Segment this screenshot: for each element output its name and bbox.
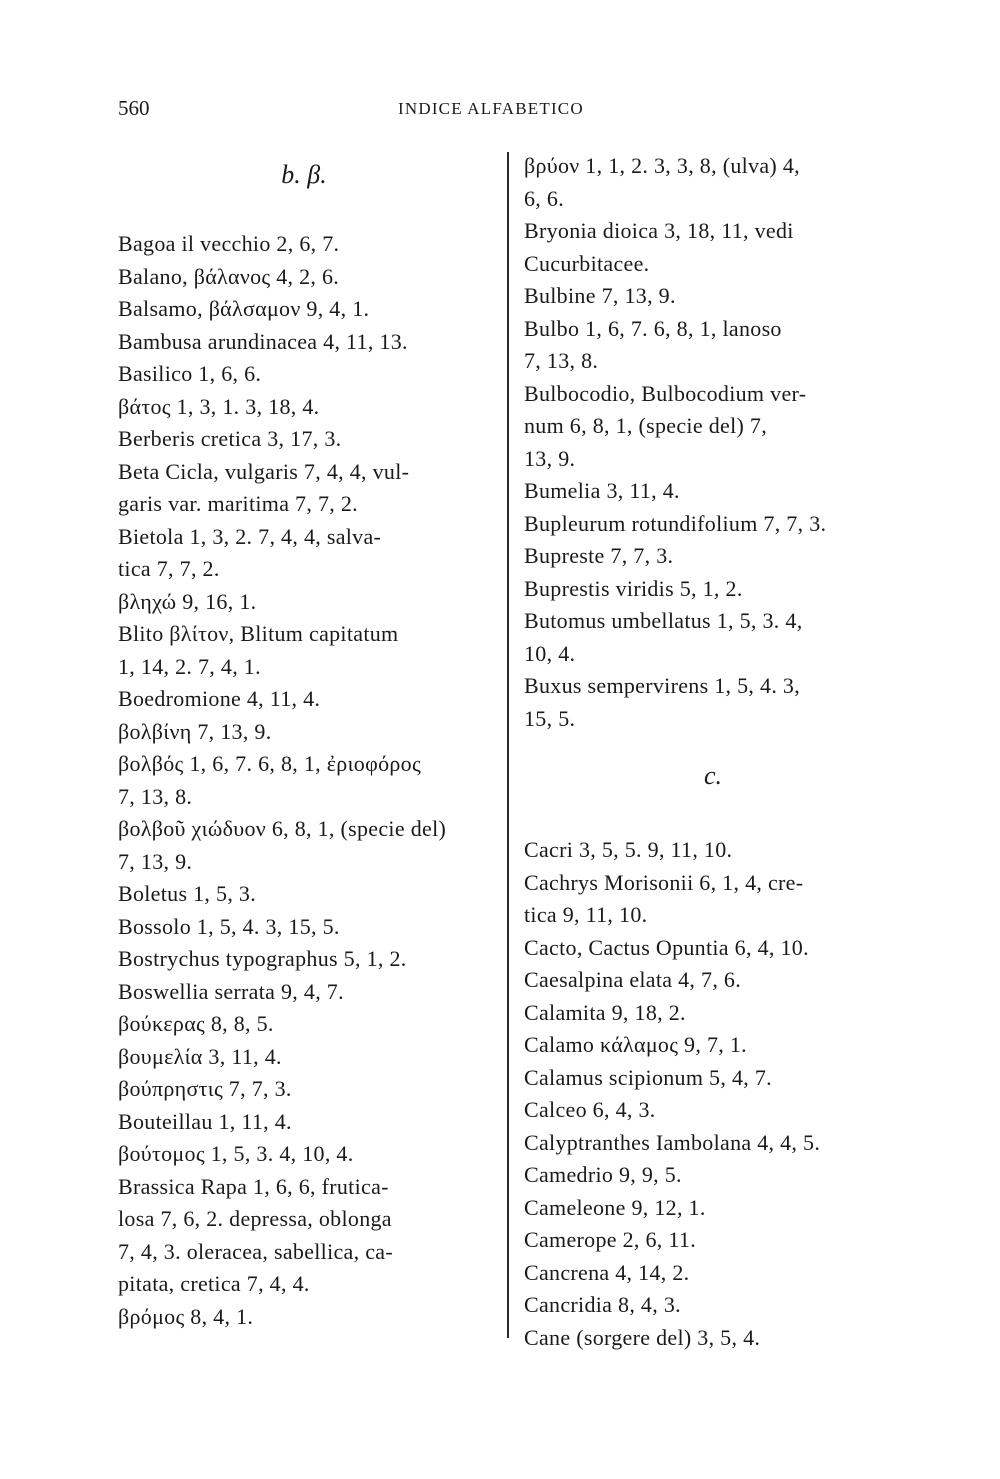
right-column — [524, 150, 902, 1354]
index-entry: Bryonia dioica 3, 18, 11, vedi — [524, 218, 794, 243]
index-entry: 7, 4, 3. oleracea, sabellica, ca- — [118, 1238, 393, 1264]
index-entry: Bupreste 7, 7, 3. — [524, 543, 674, 568]
index-entry: Bupleurum rotundifolium 7, 7, 3. — [524, 510, 827, 536]
index-entry: Calceo 6, 4, 3. — [524, 1097, 656, 1122]
page-header — [118, 96, 900, 126]
index-entry: garis var. maritima 7, 7, 2. — [118, 491, 358, 516]
index-entry: Bulbo 1, 6, 7. 6, 8, 1, lanoso — [524, 315, 782, 341]
index-entry: Cane (sorgere del) 3, 5, 4. — [524, 1324, 761, 1350]
index-entry: βληχώ 9, 16, 1. — [118, 588, 257, 614]
index-entry: 10, 4. — [524, 640, 576, 666]
index-entry: βρύον 1, 1, 2. 3, 3, 8, (ulva) 4, — [524, 153, 800, 178]
index-entry: Calamita 9, 18, 2. — [524, 999, 686, 1025]
index-entry: βούπρηστις 7, 7, 3. — [118, 1076, 292, 1101]
section-heading-c: c. — [703, 761, 723, 790]
index-entry: βολβίνη 7, 13, 9. — [118, 718, 272, 744]
index-entry: Bossolo 1, 5, 4. 3, 15, 5. — [118, 913, 340, 939]
index-entry: Boswellia serrata 9, 4, 7. — [118, 978, 344, 1004]
index-entry: Calyptranthes Iambolana 4, 4, 5. — [524, 1129, 821, 1155]
index-entry: Boedromione 4, 11, 4. — [118, 686, 321, 711]
index-entry: βούκερας 8, 8, 5. — [118, 1011, 274, 1036]
index-entry: Cachrys Morisonii 6, 1, 4, cre- — [524, 869, 804, 895]
index-entry: βάτος 1, 3, 1. 3, 18, 4. — [118, 393, 320, 419]
section-heading-b: b. β. — [281, 160, 327, 189]
index-entry: Cucurbitacee. — [524, 250, 650, 276]
index-entry: Calamo κάλαμος 9, 7, 1. — [524, 1032, 747, 1057]
index-entry: Berberis cretica 3, 17, 3. — [118, 426, 342, 451]
index-entry: 13, 9. — [524, 445, 576, 471]
index-entry: Brassica Rapa 1, 6, 6, frutica- — [118, 1173, 389, 1199]
index-entry: Balano, βάλανος 4, 2, 6. — [118, 263, 340, 289]
index-entry: 7, 13, 9. — [118, 848, 193, 874]
index-entry: βρόμος 8, 4, 1. — [118, 1303, 254, 1329]
index-entry: 15, 5. — [524, 705, 576, 731]
index-entry: 7, 13, 8. — [524, 348, 599, 373]
index-entry: Buprestis viridis 5, 1, 2. — [524, 575, 743, 601]
index-entry: Blito βλίτον, Blitum capitatum — [118, 621, 399, 646]
index-entry: Cameleone 9, 12, 1. — [524, 1194, 706, 1220]
index-entry: Cancridia 8, 4, 3. — [524, 1292, 681, 1317]
index-entry: Camerope 2, 6, 11. — [524, 1227, 696, 1252]
index-entry: Bietola 1, 3, 2. 7, 4, 4, salva- — [118, 523, 382, 549]
index-entry: Bulbocodio, Bulbocodium ver- — [524, 380, 807, 406]
index-entry: βούτομος 1, 5, 3. 4, 10, 4. — [118, 1141, 354, 1166]
index-entry: Buxus sempervirens 1, 5, 4. 3, — [524, 673, 801, 698]
index-list-left — [118, 228, 490, 1333]
column-divider — [507, 152, 509, 1338]
left-column — [118, 150, 490, 1333]
index-entry: Cancrena 4, 14, 2. — [524, 1259, 690, 1285]
index-entry: Bulbine 7, 13, 9. — [524, 283, 676, 308]
index-entry: βουμελία 3, 11, 4. — [118, 1043, 282, 1069]
index-entry: num 6, 8, 1, (specie del) 7, — [524, 413, 768, 438]
index-entry: Calamus scipionum 5, 4, 7. — [524, 1064, 772, 1090]
index-entry: pitata, cretica 7, 4, 4. — [118, 1271, 310, 1296]
index-entry: Caesalpina elata 4, 7, 6. — [524, 967, 742, 992]
index-entry: Bumelia 3, 11, 4. — [524, 478, 680, 503]
index-entry: Beta Cicla, vulgaris 7, 4, 4, vul- — [118, 458, 410, 484]
index-entry: 1, 14, 2. 7, 4, 1. — [118, 653, 261, 679]
index-entry: Cacri 3, 5, 5. 9, 11, 10. — [524, 837, 733, 862]
index-entry: βολβοῦ χιώδυον 6, 8, 1, (specie del) — [118, 816, 447, 841]
running-title: INDICE ALFABETICO — [398, 99, 584, 118]
index-entry: Bambusa arundinacea 4, 11, 13. — [118, 328, 408, 354]
index-entry: Boletus 1, 5, 3. — [118, 881, 257, 906]
index-entry: Basilico 1, 6, 6. — [118, 361, 262, 386]
index-entry: Cacto, Cactus Opuntia 6, 4, 10. — [524, 934, 809, 960]
index-entry: 7, 13, 8. — [118, 783, 193, 809]
index-entry: Bostrychus typographus 5, 1, 2. — [118, 946, 407, 971]
index-entry: Bouteillau 1, 11, 4. — [118, 1108, 292, 1134]
page-number: 560 — [118, 96, 150, 120]
index-entry: Camedrio 9, 9, 5. — [524, 1162, 682, 1187]
index-entry: 6, 6. — [524, 185, 564, 211]
index-list-right-b — [524, 150, 902, 735]
index-entry: βολβός 1, 6, 7. 6, 8, 1, ἐριοφόρος — [118, 751, 421, 776]
index-entry: losa 7, 6, 2. depressa, oblonga — [118, 1206, 392, 1231]
index-list-right-c — [524, 834, 902, 1354]
index-entry: Balsamo, βάλσαμον 9, 4, 1. — [118, 296, 370, 321]
index-entry: tica 7, 7, 2. — [118, 556, 220, 581]
index-entry: Butomus umbellatus 1, 5, 3. 4, — [524, 608, 803, 633]
index-entry: Bagoa il vecchio 2, 6, 7. — [118, 231, 340, 256]
index-entry: tica 9, 11, 10. — [524, 902, 648, 927]
